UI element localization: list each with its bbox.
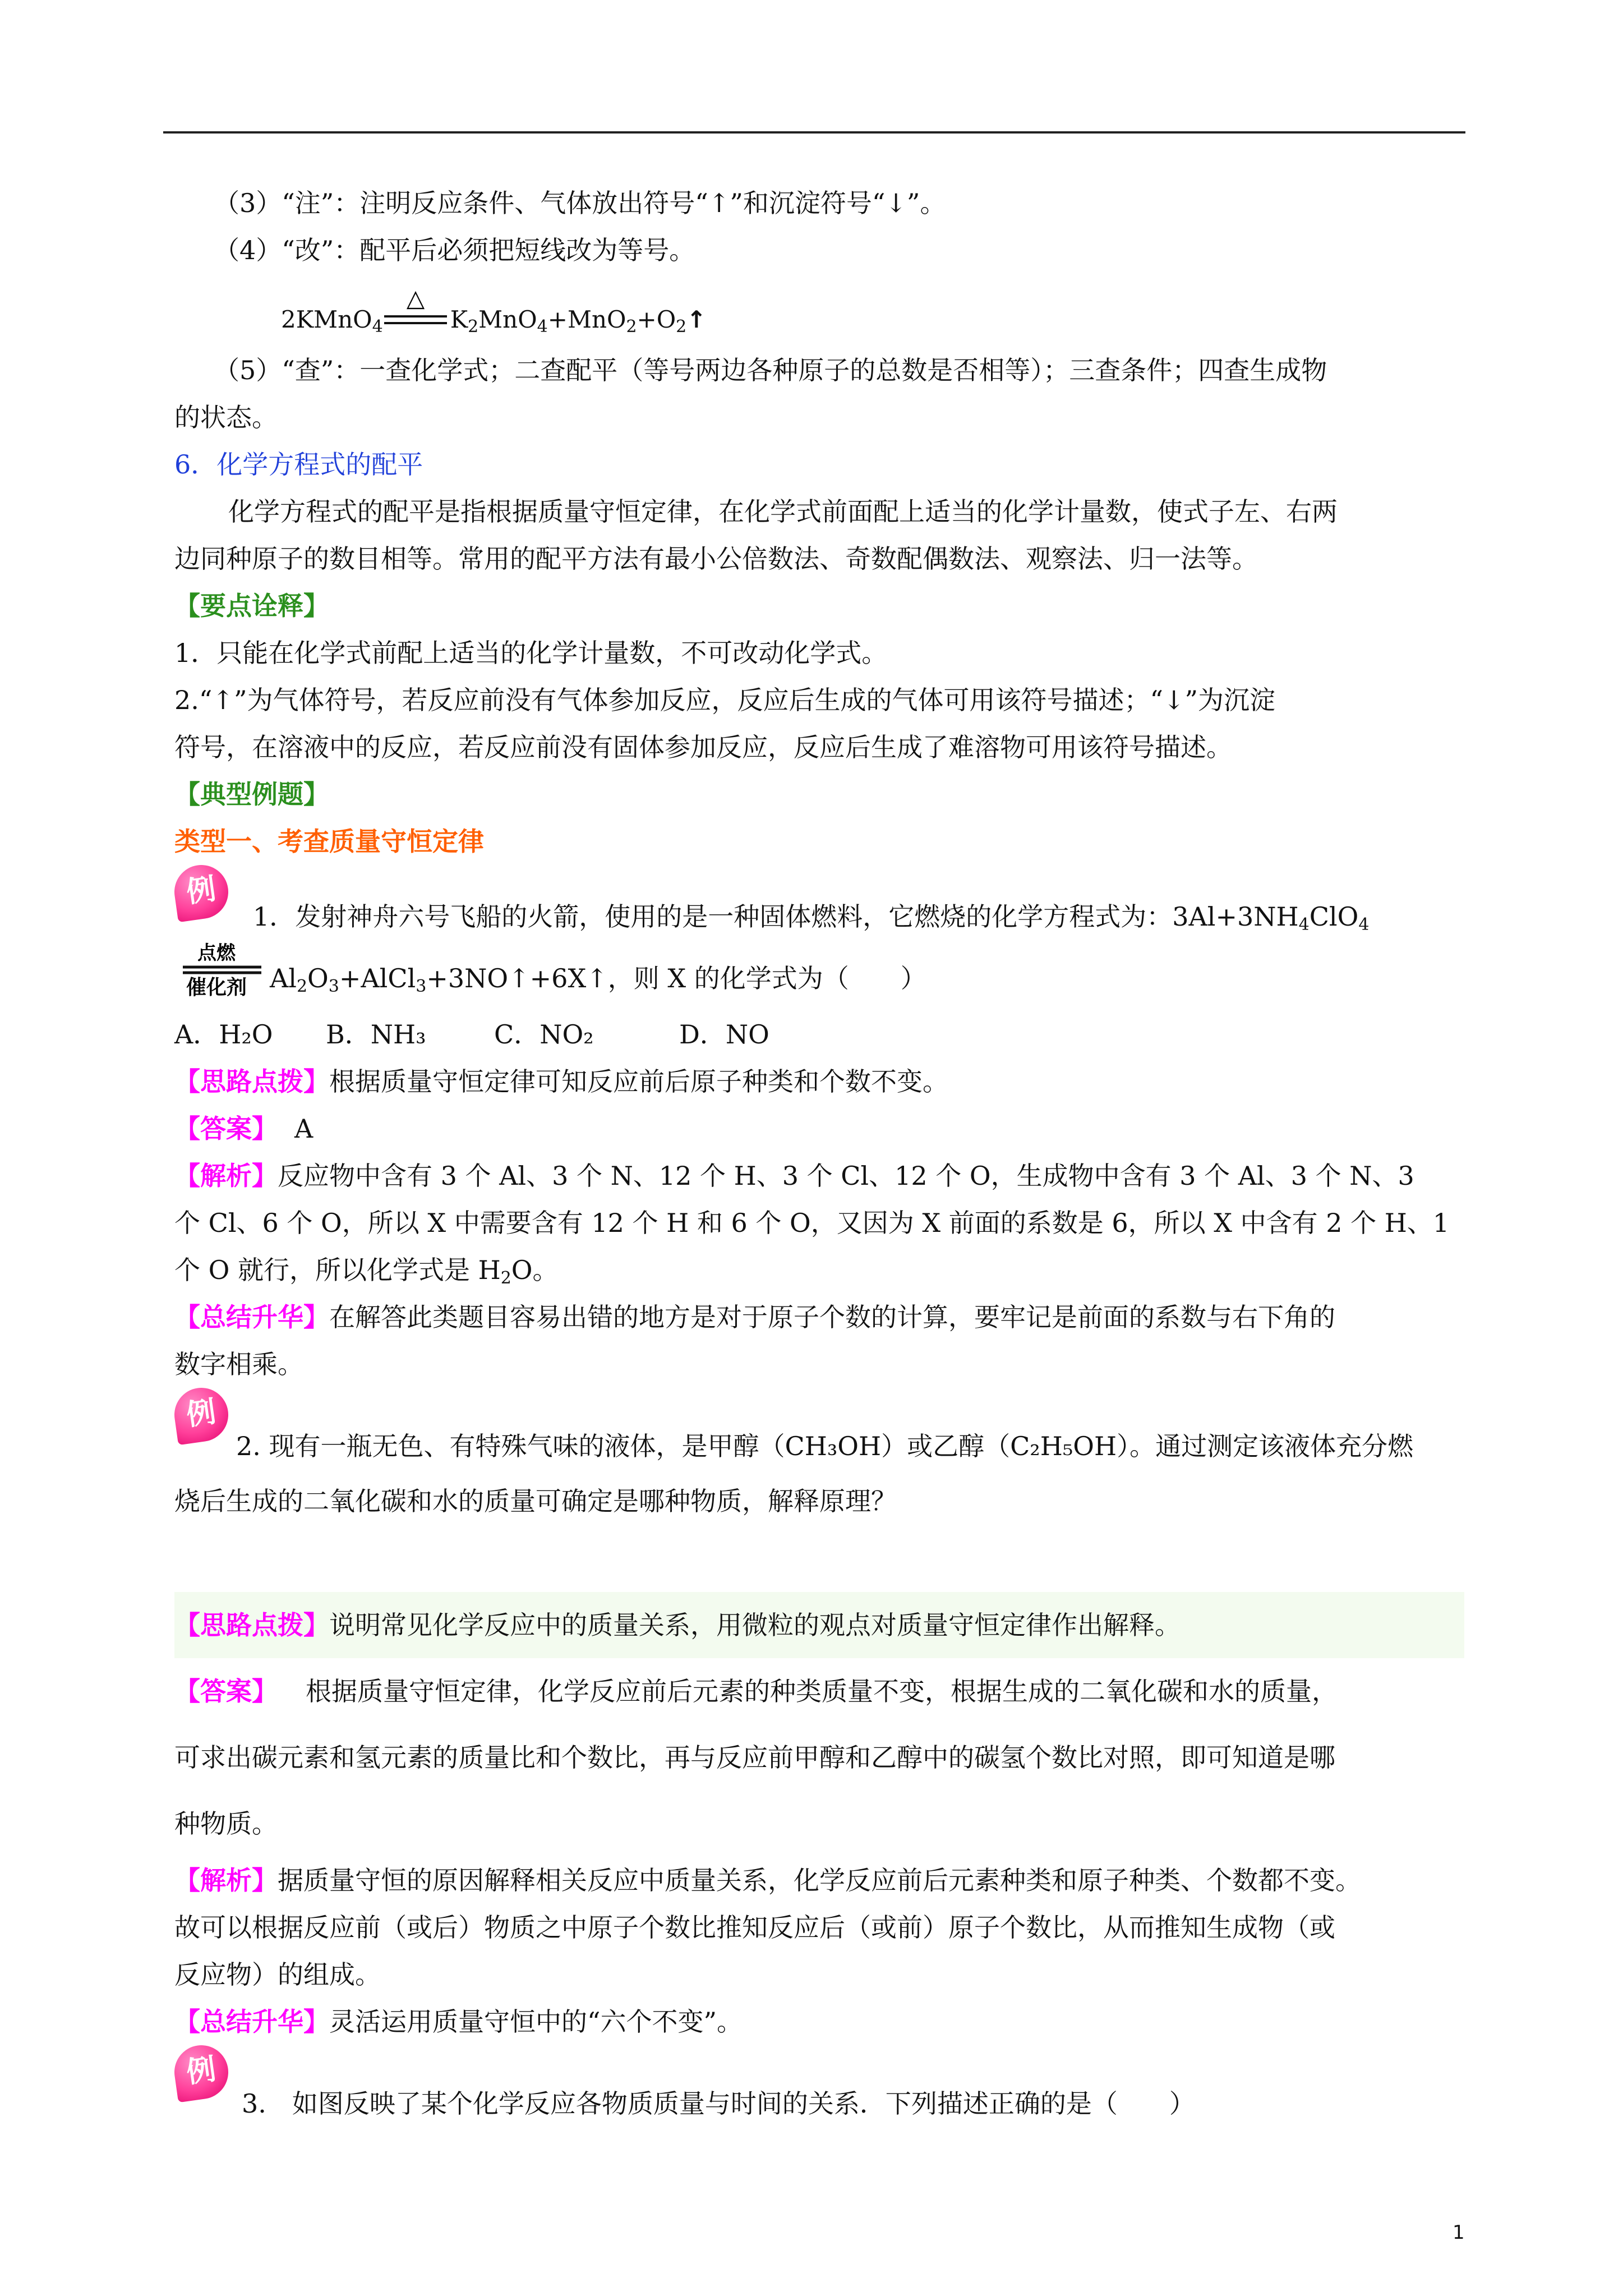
- equals-with-catalyst-icon: [172, 938, 261, 1005]
- svg-text:△: △: [406, 284, 425, 312]
- equals-with-heat-icon: [382, 279, 449, 341]
- header-rule: [163, 131, 1465, 134]
- section-6-line1: 化学方程式的配平是指根据质量守恒定律，在化学式前面配上适当的化学计量数，使式子左、右两: [228, 496, 1338, 527]
- example-1-summary-line1: 【总结升华】在解答此类题目容易出错的地方是对于原子个数的计算，要牢记是前面的系数与右下角的: [174, 1302, 1335, 1332]
- example-1-analysis-line2: 个 Cl、6 个 O，所以 X 中需要含有 12 个 H 和 6 个 O，又因为 X 前面的系数是 6，所以 X 中含有 2 个 H、1: [174, 1208, 1450, 1238]
- key-points-label: 【要点诠释】: [174, 591, 329, 621]
- example-3-question: 3. 如图反映了某个化学反应各物质质量与时间的关系．下列描述正确的是（ ）: [242, 2088, 1195, 2119]
- example-1-analysis-line3: 个 O 就行，所以化学式是 $H_2O$。: [174, 1255, 559, 1288]
- step-5-line1: （5）“查”：一查化学式；二查配平（等号两边各种原子的总数是否相等）；三查条件；四查生成物: [214, 355, 1327, 385]
- option-d: D．NO: [679, 1019, 769, 1050]
- key-point-1: 1．只能在化学式前配上适当的化学计量数，不可改动化学式。: [174, 638, 888, 668]
- example-2-header: [174, 1388, 1464, 1478]
- document-body: [174, 180, 1464, 2135]
- example-badge-icon: 例: [174, 2045, 247, 2099]
- example-badge-icon: 例: [174, 1388, 247, 1442]
- section-6-title: 6．化学方程式的配平: [174, 449, 423, 480]
- page-number: 1: [1453, 2221, 1465, 2244]
- example-1-equation: [174, 942, 1464, 1011]
- example-2-answer-line1: 【答案】 根据质量守恒定律，化学反应前后元素的种类质量不变，根据生成的二氧化碳和水的质量，: [174, 1676, 1338, 1706]
- step-4: （4）“改”：配平后必须把短线改为等号。: [214, 235, 695, 265]
- option-a: A．H₂O: [174, 1019, 273, 1050]
- example-1-hint: 【思路点拨】根据质量守恒定律可知反应前后原子种类和个数不变。: [174, 1066, 948, 1097]
- equation-text: 2KMnO$_4$ $K_2MnO_4+MnO_2+O_2↑$: [281, 306, 707, 337]
- example-2-question-line2: 烧后生成的二氧化碳和水的质量可确定是哪种物质，解释原理？: [174, 1486, 897, 1516]
- option-c: C．NO₂: [494, 1019, 594, 1050]
- key-point-2-line2: 符号，在溶液中的反应，若反应前没有固体参加反应，反应后生成了难溶物可用该符号描述。: [174, 732, 1232, 762]
- step-3: （3）“注”：注明反应条件、气体放出符号“↑”和沉淀符号“↓”。: [214, 188, 946, 218]
- example-3-header: [174, 2045, 1464, 2135]
- example-1-header: [174, 865, 1464, 949]
- example-1-summary-line2: 数字相乘。: [174, 1349, 303, 1379]
- example-1-products: $Al_2O_3+AlCl_3+3NO↑+6X↑$，则 X 的化学式为（ ）: [270, 963, 926, 996]
- step-5-line2: 的状态。: [174, 402, 278, 432]
- example-2-summary: 【总结升华】灵活运用质量守恒中的“六个不变”。: [174, 2007, 743, 2037]
- option-b: B．NH₃: [326, 1019, 426, 1050]
- example-2-answer-line2: 可求出碳元素和氢元素的质量比和个数比，再与反应前甲醇和乙醇中的碳氢个数比对照，即可知道是哪: [174, 1742, 1335, 1773]
- example-1-answer: 【答案】 A: [174, 1114, 313, 1144]
- examples-label: 【典型例题】: [174, 779, 329, 809]
- example-2-analysis-line2: 故可以根据反应前（或后）物质之中原子个数比推知反应后（或前）原子个数比，从而推知生成物（或: [174, 1912, 1335, 1943]
- example-2-hint: 【思路点拨】说明常见化学反应中的质量关系，用微粒的观点对质量守恒定律作出解释。: [174, 1592, 1464, 1658]
- example-1-analysis-line1: 【解析】反应物中含有 3 个 Al、3 个 N、12 个 H、3 个 Cl、12 个 O，生成物中含有 3 个 Al、3 个 N、3: [174, 1161, 1414, 1191]
- example-2-question: 2. 现有一瓶无色、有特殊气味的液体，是甲醇（CH₃OH）或乙醇（C₂H₅OH）。通过测定该液体充分燃: [236, 1431, 1414, 1461]
- example-badge-icon: 例: [174, 865, 247, 919]
- example-2-answer-line3: 种物质。: [174, 1809, 278, 1839]
- svg-text:催化剂: 催化剂: [186, 976, 247, 999]
- type-1-title: 类型一、考查质量守恒定律: [174, 826, 484, 857]
- svg-text:点燃: 点燃: [197, 942, 236, 964]
- example-1-options: [174, 1011, 1464, 1058]
- equation-kmno4: [174, 274, 1464, 347]
- section-6-line2: 边同种原子的数目相等。常用的配平方法有最小公倍数法、奇数配偶数法、观察法、归一法等。: [174, 544, 1258, 574]
- spacer: [174, 1525, 1464, 1592]
- example-2-analysis-line3: 反应物）的组成。: [174, 1959, 381, 1990]
- key-point-2-line1: 2.“↑”为气体符号，若反应前没有气体参加反应，反应后生成的气体可用该符号描述；“↓”为沉淀: [174, 685, 1276, 715]
- example-2-analysis-line1: 【解析】据质量守恒的原因解释相关反应中质量关系，化学反应前后元素种类和原子种类、个数都不变。: [174, 1865, 1361, 1895]
- example-1-question: 1．发射神舟六号飞船的火箭，使用的是一种固体燃料，它燃烧的化学方程式为：$3Al+3NH_4ClO_4$: [253, 901, 1370, 935]
